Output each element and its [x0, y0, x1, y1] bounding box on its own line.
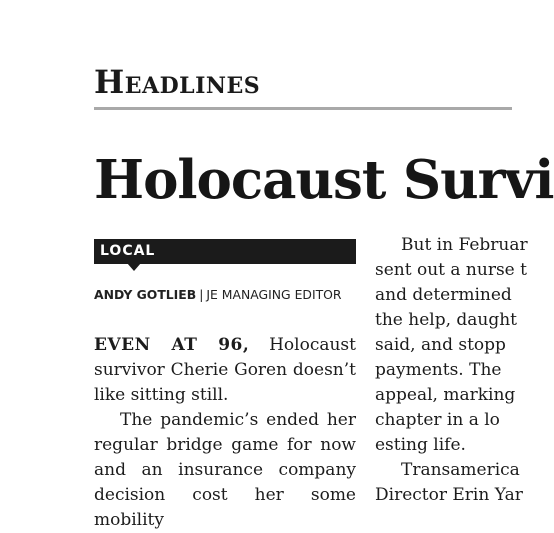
category-tag-label: LOCAL: [100, 243, 156, 259]
text-line: The pandemic’s ended her: [120, 410, 356, 430]
text-line: said, and stopp: [375, 335, 506, 355]
section-rule: [94, 107, 512, 110]
article-headline: Holocaust Survi: [94, 149, 554, 211]
byline: [94, 287, 342, 303]
text-line: sent out a nurse t: [375, 260, 527, 280]
article-column-2: [375, 233, 528, 508]
text-line: regular bridge game for now: [94, 435, 356, 455]
text-line: Director Erin Yar: [375, 485, 523, 505]
text-line: payments. The: [375, 360, 502, 380]
section-title: Headlines: [94, 63, 261, 101]
byline-role: JE MANAGING EDITOR: [206, 287, 342, 302]
text-line: and an insurance company: [94, 460, 356, 480]
byline-author: ANDY GOTLIEB: [94, 287, 197, 302]
text-line: But in Februar: [401, 235, 528, 255]
tag-pointer-icon: [127, 263, 141, 271]
text-line: the help, daught: [375, 310, 518, 330]
byline-separator: |: [199, 287, 204, 302]
category-tag: [94, 239, 356, 264]
text-line: chapter in a lo: [375, 410, 500, 430]
lede-text: EVEN AT 96,: [94, 335, 250, 355]
text-line: esting life.: [375, 435, 466, 455]
text-line: appeal, marking: [375, 385, 516, 405]
text-line: EVEN AT 96, Holocaust: [94, 335, 356, 355]
text-line: like sitting still.: [94, 385, 229, 405]
article-column-1: [94, 333, 356, 530]
text-line: decision cost her some mobility: [94, 485, 356, 530]
text-line: Transamerica: [401, 460, 520, 480]
text-line: survivor Cherie Goren doesn’t: [94, 360, 356, 380]
text-line: and determined: [375, 285, 512, 305]
